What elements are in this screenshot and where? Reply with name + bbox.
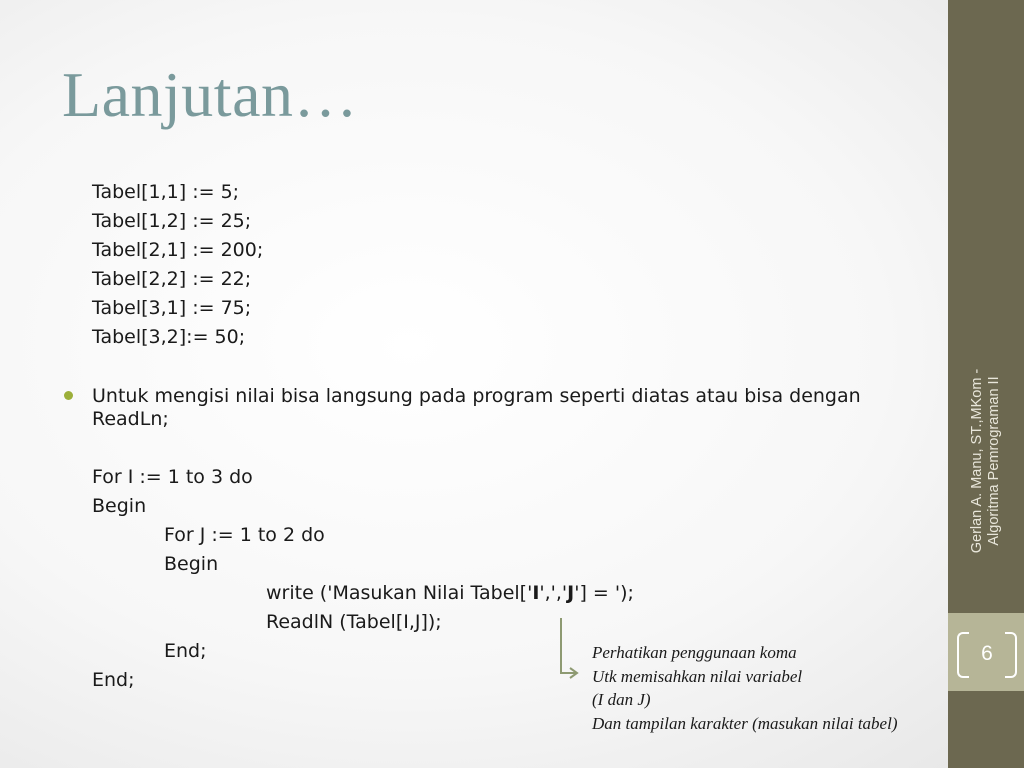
code-readln: ReadlN (Tabel[I,J]); [266, 611, 442, 633]
page-number: 6 [981, 642, 993, 665]
bullet-text-line2: ReadLn; [92, 408, 169, 430]
page-number-badge [957, 632, 1017, 676]
code-for-j: For J := 1 to 2 do [164, 524, 325, 546]
slide-title: Lanjutan… [62, 59, 358, 130]
footer-line: Gerlan A. Manu, ST.,MKom - [969, 368, 985, 554]
code-for-i: For I := 1 to 3 do [92, 466, 253, 488]
write-suffix: '] = '); [574, 582, 634, 604]
code-begin-outer: Begin [92, 495, 147, 517]
write-var-i: I [532, 582, 540, 604]
write-var-j: J [567, 582, 575, 604]
code-end-inner: End; [164, 640, 207, 662]
bullet-text-line1: Untuk mengisi nilai bisa langsung pada program seperti diatas atau bisa dengan [92, 385, 861, 407]
write-mid: ',',' [539, 582, 568, 604]
annotation-note [592, 641, 898, 735]
code-line: Tabel[2,2] := 22; [92, 268, 252, 290]
annotation-line: Utk memisahkan nilai variabel [592, 666, 803, 686]
code-line: Tabel[2,1] := 200; [92, 239, 264, 261]
code-write [266, 582, 634, 604]
footer-author [969, 369, 1003, 554]
code-line: Tabel[1,2] := 25; [92, 210, 252, 232]
annotation-arrow-icon [550, 612, 590, 682]
bullet-icon [64, 391, 73, 400]
annotation-line: Dan tampilan karakter (masukan nilai tabel) [592, 713, 898, 733]
annotation-line: Perhatikan penggunaan koma [592, 643, 797, 662]
code-line: Tabel[3,2]:= 50; [92, 326, 246, 348]
footer-line: Algoritma Pemrograman II [986, 376, 1002, 546]
write-prefix: write ('Masukan Nilai Tabel[' [266, 582, 533, 604]
code-begin-inner: Begin [164, 553, 219, 575]
code-end-outer: End; [92, 669, 135, 691]
code-line: Tabel[3,1] := 75; [92, 297, 252, 319]
code-line: Tabel[1,1] := 5; [92, 181, 240, 203]
annotation-line: (I dan J) [592, 690, 651, 709]
